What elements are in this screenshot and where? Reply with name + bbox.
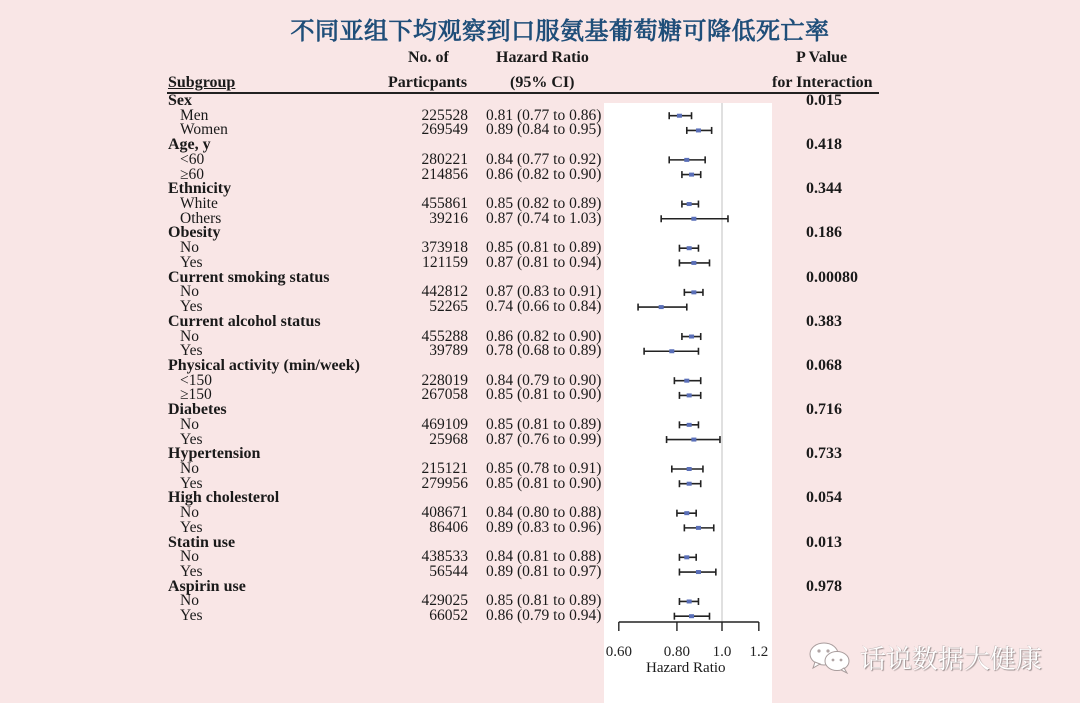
hazard-ratio-ci: 0.86 (0.82 to 0.90) bbox=[486, 165, 602, 183]
hazard-ratio-ci: 0.87 (0.76 to 0.99) bbox=[486, 430, 602, 448]
subgroup-name: Age, y bbox=[168, 136, 211, 154]
participants-count: 469109 bbox=[421, 415, 468, 433]
hazard-ratio-ci: 0.89 (0.84 to 0.95) bbox=[486, 121, 602, 139]
hazard-ratio-ci: 0.84 (0.80 to 0.88) bbox=[486, 504, 602, 522]
hazard-ratio-ci: 0.87 (0.81 to 0.94) bbox=[486, 253, 602, 271]
p-interaction: 0.978 bbox=[806, 577, 842, 595]
p-interaction: 0.344 bbox=[806, 180, 842, 198]
ci-marker bbox=[687, 127, 712, 134]
row-label: No bbox=[180, 415, 199, 433]
hazard-ratio-ci: 0.85 (0.82 to 0.89) bbox=[486, 195, 602, 213]
hazard-ratio-ci: 0.85 (0.81 to 0.90) bbox=[486, 386, 602, 404]
p-interaction: 0.186 bbox=[806, 224, 842, 242]
participants-count: 438533 bbox=[421, 548, 468, 566]
participants-count: 442812 bbox=[421, 283, 468, 301]
hazard-ratio-ci: 0.86 (0.79 to 0.94) bbox=[486, 607, 602, 625]
hazard-ratio-ci: 0.89 (0.83 to 0.96) bbox=[486, 518, 602, 536]
subgroup-name: Ethnicity bbox=[168, 180, 232, 198]
subgroup-name: Obesity bbox=[168, 224, 221, 242]
ci-marker bbox=[679, 569, 715, 576]
subgroup-name: Aspirin use bbox=[168, 577, 246, 595]
header-hr-line2: (95% CI) bbox=[510, 74, 575, 91]
row-label: Others bbox=[180, 209, 222, 227]
p-interaction: 0.716 bbox=[806, 401, 842, 419]
ci-marker bbox=[679, 259, 709, 266]
ci-marker bbox=[679, 421, 698, 428]
row-label: Women bbox=[180, 121, 228, 139]
subgroup-name: Diabetes bbox=[168, 401, 227, 419]
wechat-icon bbox=[808, 640, 852, 674]
hazard-ratio-ci: 0.84 (0.81 to 0.88) bbox=[486, 548, 602, 566]
subgroup-name: Physical activity (min/week) bbox=[168, 356, 360, 374]
participants-count: 25968 bbox=[429, 430, 468, 448]
x-tick-label: 1.0 bbox=[712, 644, 732, 660]
header-hr-line1: Hazard Ratio bbox=[496, 49, 589, 66]
row-label: Yes bbox=[180, 298, 203, 316]
ci-marker bbox=[682, 333, 701, 340]
participants-count: 52265 bbox=[429, 298, 468, 316]
row-label: White bbox=[180, 195, 218, 213]
header-participants-line1: No. of bbox=[408, 49, 449, 66]
hazard-ratio-ci: 0.84 (0.77 to 0.92) bbox=[486, 150, 602, 168]
hazard-ratio-ci: 0.85 (0.81 to 0.89) bbox=[486, 239, 602, 257]
ci-marker bbox=[679, 598, 698, 605]
participants-count: 86406 bbox=[429, 518, 468, 536]
p-interaction: 0.068 bbox=[806, 356, 842, 374]
watermark bbox=[808, 637, 1042, 677]
ci-marker bbox=[677, 510, 696, 517]
participants-count: 215121 bbox=[421, 460, 468, 477]
p-interaction: 0.418 bbox=[806, 136, 842, 154]
participants-count: 56544 bbox=[429, 563, 468, 581]
row-label: No bbox=[180, 239, 199, 257]
row-label: Yes bbox=[180, 342, 203, 360]
watermark-text: 话说数据大健康 bbox=[860, 644, 1043, 675]
ci-marker bbox=[674, 377, 700, 384]
participants-count: 225528 bbox=[421, 106, 468, 124]
ci-marker bbox=[672, 466, 703, 473]
participants-count: 279956 bbox=[421, 474, 468, 492]
row-label: ≥150 bbox=[180, 386, 212, 404]
row-label: Yes bbox=[180, 563, 203, 581]
ci-marker bbox=[674, 613, 709, 620]
subgroup-name: Hypertension bbox=[168, 445, 261, 463]
participants-count: 455288 bbox=[421, 327, 468, 345]
x-tick-label: 0.80 bbox=[663, 644, 691, 660]
ci-marker bbox=[679, 554, 696, 561]
participants-count: 280221 bbox=[421, 150, 468, 168]
participants-count: 39789 bbox=[429, 342, 468, 360]
hazard-ratio-ci: 0.86 (0.82 to 0.90) bbox=[486, 327, 602, 345]
ci-marker bbox=[679, 480, 700, 487]
hazard-ratio-ci: 0.81 (0.77 to 0.86) bbox=[486, 106, 602, 124]
row-label: No bbox=[180, 504, 199, 522]
hazard-ratio-ci: 0.87 (0.83 to 0.91) bbox=[486, 283, 602, 301]
participants-count: 373918 bbox=[421, 239, 468, 257]
ci-marker bbox=[684, 524, 713, 531]
subgroup-name: Sex bbox=[168, 92, 192, 109]
hazard-ratio-ci: 0.89 (0.81 to 0.97) bbox=[486, 563, 602, 581]
x-tick-label: 1.2 bbox=[749, 644, 769, 660]
p-interaction: 0.013 bbox=[806, 533, 842, 551]
ci-marker bbox=[661, 215, 728, 222]
ci-marker bbox=[682, 171, 701, 178]
hazard-ratio-ci: 0.74 (0.66 to 0.84) bbox=[486, 298, 602, 316]
row-label: Yes bbox=[180, 474, 203, 492]
hazard-ratio-ci: 0.87 (0.74 to 1.03) bbox=[486, 209, 602, 227]
row-label: ≥60 bbox=[180, 165, 205, 183]
participants-count: 66052 bbox=[429, 607, 468, 625]
participants-count: 121159 bbox=[422, 253, 468, 271]
hazard-ratio-ci: 0.85 (0.81 to 0.90) bbox=[486, 474, 602, 492]
participants-count: 269549 bbox=[421, 121, 468, 139]
ci-marker bbox=[679, 245, 698, 252]
p-interaction: 0.733 bbox=[806, 445, 842, 463]
participants-count: 228019 bbox=[421, 371, 468, 389]
ci-marker bbox=[669, 156, 705, 163]
subgroup-name: Statin use bbox=[168, 533, 236, 551]
subgroup-name: Current alcohol status bbox=[168, 312, 321, 330]
row-label: Yes bbox=[180, 430, 203, 448]
hazard-ratio-ci: 0.85 (0.81 to 0.89) bbox=[486, 592, 602, 610]
row-label: No bbox=[180, 327, 199, 345]
header-p-line1: P Value bbox=[796, 49, 848, 66]
hazard-ratio-ci: 0.85 (0.78 to 0.91) bbox=[486, 460, 602, 477]
header-p-line2: for Interaction bbox=[772, 74, 873, 91]
row-label: Yes bbox=[180, 518, 203, 536]
header-subgroup: Subgroup bbox=[168, 74, 236, 91]
participants-count: 267058 bbox=[421, 386, 468, 404]
p-interaction: 0.015 bbox=[806, 92, 842, 109]
p-interaction: 0.00080 bbox=[806, 268, 858, 286]
row-label: Yes bbox=[180, 607, 203, 625]
hazard-ratio-ci: 0.84 (0.79 to 0.90) bbox=[486, 371, 602, 389]
x-axis-label: Hazard Ratio bbox=[646, 660, 726, 676]
chart-title: 不同亚组下均观察到口服氨基葡萄糖可降低死亡率 bbox=[290, 17, 830, 45]
row-label: <150 bbox=[180, 371, 212, 389]
subgroup-name: High cholesterol bbox=[168, 489, 280, 507]
ci-marker bbox=[644, 348, 698, 355]
ci-marker bbox=[638, 304, 687, 311]
row-label: No bbox=[180, 283, 199, 301]
header-participants-line2: Particpants bbox=[388, 74, 468, 91]
participants-count: 39216 bbox=[429, 209, 468, 227]
row-label: No bbox=[180, 548, 199, 566]
subgroup-name: Current smoking status bbox=[168, 268, 330, 286]
x-tick-label: 0.60 bbox=[605, 644, 632, 660]
row-label: No bbox=[180, 592, 199, 610]
p-interaction: 0.383 bbox=[806, 312, 842, 330]
ci-marker bbox=[669, 112, 691, 119]
ci-marker bbox=[682, 201, 699, 208]
row-label: <60 bbox=[180, 150, 205, 168]
ci-marker bbox=[684, 289, 703, 296]
ci-marker bbox=[679, 392, 700, 399]
participants-count: 455861 bbox=[421, 195, 468, 213]
row-label: Yes bbox=[180, 253, 203, 271]
hazard-ratio-ci: 0.85 (0.81 to 0.89) bbox=[486, 415, 602, 433]
participants-count: 429025 bbox=[421, 592, 468, 610]
participants-count: 214856 bbox=[421, 165, 468, 183]
p-interaction: 0.054 bbox=[806, 489, 842, 507]
ci-marker bbox=[667, 436, 720, 443]
row-label: Men bbox=[180, 106, 209, 124]
row-label: No bbox=[180, 460, 199, 477]
participants-count: 408671 bbox=[421, 504, 468, 522]
x-axis bbox=[606, 622, 769, 660]
hazard-ratio-ci: 0.78 (0.68 to 0.89) bbox=[486, 342, 602, 360]
